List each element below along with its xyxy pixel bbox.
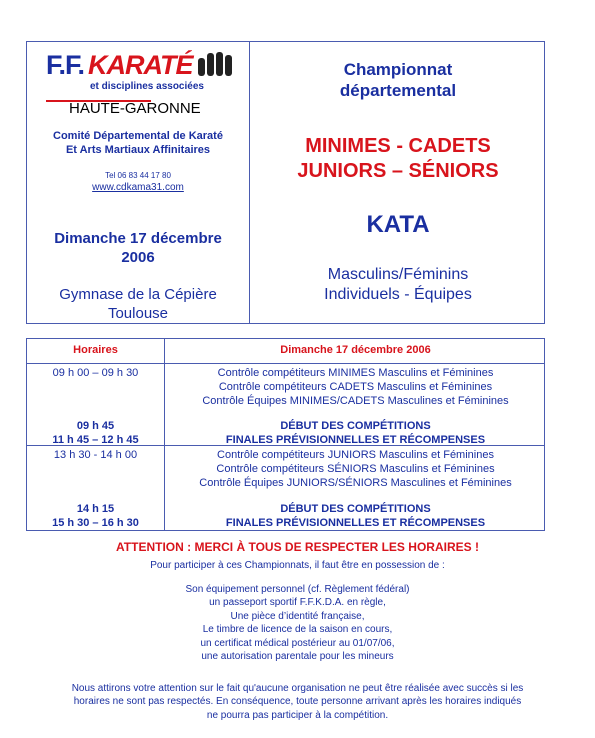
championship-line: Championnat	[343, 60, 453, 79]
requirement-item: un passeport sportif F.F.K.D.A. en règle,	[209, 597, 386, 609]
control-item: Contrôle compétiteurs JUNIORS Masculins et Féminines	[217, 449, 494, 461]
discipline-title: KATA	[366, 211, 430, 238]
logo-subtitle: et disciplines associées	[90, 81, 204, 92]
morning-finals-time: 11 h 45 – 12 h 45	[52, 434, 139, 446]
venue-line: Gymnase de la Cépière	[59, 286, 217, 303]
afternoon-controls	[165, 448, 546, 490]
afternoon-finals-time: 15 h 30 – 16 h 30	[52, 517, 139, 529]
requirements-intro: Pour participer à ces Championnats, il faut être en possession de :	[150, 560, 445, 571]
morning-controls	[165, 366, 546, 408]
afternoon-finals-label: FINALES PRÉVISIONNELLES ET RÉCOMPENSES	[225, 517, 486, 529]
schedule-table	[26, 338, 545, 531]
region-name: HAUTE-GARONNE	[69, 100, 201, 117]
categories-title	[250, 134, 546, 184]
schedule-header-time: Horaires	[73, 344, 118, 356]
schedule-header-divider	[27, 363, 544, 364]
notice-line: Nous attirons votre attention sur le fait qu'aucune organisation ne peut être réalisée avec succès si les	[71, 683, 524, 694]
event-date	[27, 229, 249, 267]
punctuality-notice	[20, 682, 575, 722]
morning-start-time: 09 h 45	[76, 420, 115, 432]
website-link[interactable]: www.cdkama31.com	[92, 182, 184, 193]
afternoon-start-time: 14 h 15	[76, 503, 115, 515]
categories-line: JUNIORS – SÉNIORS	[297, 160, 499, 182]
categories-line: MINIMES - CADETS	[305, 135, 491, 157]
control-item: Contrôle compétiteurs SÉNIORS Masculins et Féminines	[216, 463, 495, 475]
afternoon-control-time: 13 h 30 - 14 h 00	[53, 449, 138, 461]
ffkarate-logo	[46, 48, 236, 108]
committee-line: Comité Départemental de Karaté	[53, 130, 223, 142]
control-item: Contrôle compétiteurs MINIMES Masculins et Féminines	[217, 367, 494, 379]
requirements-list	[0, 583, 595, 663]
venue-line: Toulouse	[107, 305, 169, 322]
notice-line: horaires ne sont pas respectés. En conséquence, toute personne arrivant après les horaires indiqués	[73, 696, 522, 708]
logo-karate-text: KARATÉ	[88, 50, 193, 80]
notice-line: ne pourra pas participer à la compétition.	[206, 709, 389, 721]
requirement-item: Une pièce d’identité française,	[230, 610, 365, 622]
discipline-sub-line: Individuels - Équipes	[324, 286, 472, 303]
venue	[27, 285, 249, 323]
morning-control-time: 09 h 00 – 09 h 30	[52, 367, 139, 379]
control-item: Contrôle Équipes JUNIORS/SÉNIORS Masculines et Féminines	[199, 477, 512, 489]
committee-line: Et Arts Martiaux Affinitaires	[65, 144, 211, 156]
requirement-item: Son équipement personnel (cf. Règlement fédéral)	[185, 584, 410, 595]
telephone: Tel 06 83 44 17 80	[105, 171, 171, 180]
event-date-line: 2006	[121, 249, 155, 266]
discipline-sub-line: Masculins/Féminins	[327, 266, 469, 283]
header-box	[26, 41, 545, 324]
championship-title	[250, 59, 546, 101]
event-date-line: Dimanche 17 décembre	[54, 230, 222, 247]
requirement-item: Le timbre de licence de la saison en cours,	[202, 624, 393, 636]
championship-line: départemental	[339, 81, 457, 100]
control-item: Contrôle compétiteurs CADETS Masculins et Féminines	[218, 381, 493, 393]
morning-start-label: DÉBUT DES COMPÉTITIONS	[280, 420, 431, 432]
afternoon-start-label: DÉBUT DES COMPÉTITIONS	[280, 503, 431, 515]
discipline-subtitle	[250, 265, 546, 305]
logo-ff-text: F.F.	[46, 50, 85, 80]
fist-icon	[196, 50, 236, 80]
committee-name	[27, 129, 249, 157]
schedule-header-date: Dimanche 17 décembre 2006	[280, 344, 431, 356]
requirement-item: une autorisation parentale pour les mineurs	[201, 651, 394, 663]
attention-banner: ATTENTION : MERCI À TOUS DE RESPECTER LES HORAIRES !	[116, 540, 479, 554]
requirement-item: un certificat médical postérieur au 01/07/06,	[200, 637, 395, 649]
control-item: Contrôle Équipes MINIMES/CADETS Masculines et Féminines	[202, 395, 509, 407]
morning-finals-label: FINALES PRÉVISIONNELLES ET RÉCOMPENSES	[225, 434, 486, 446]
